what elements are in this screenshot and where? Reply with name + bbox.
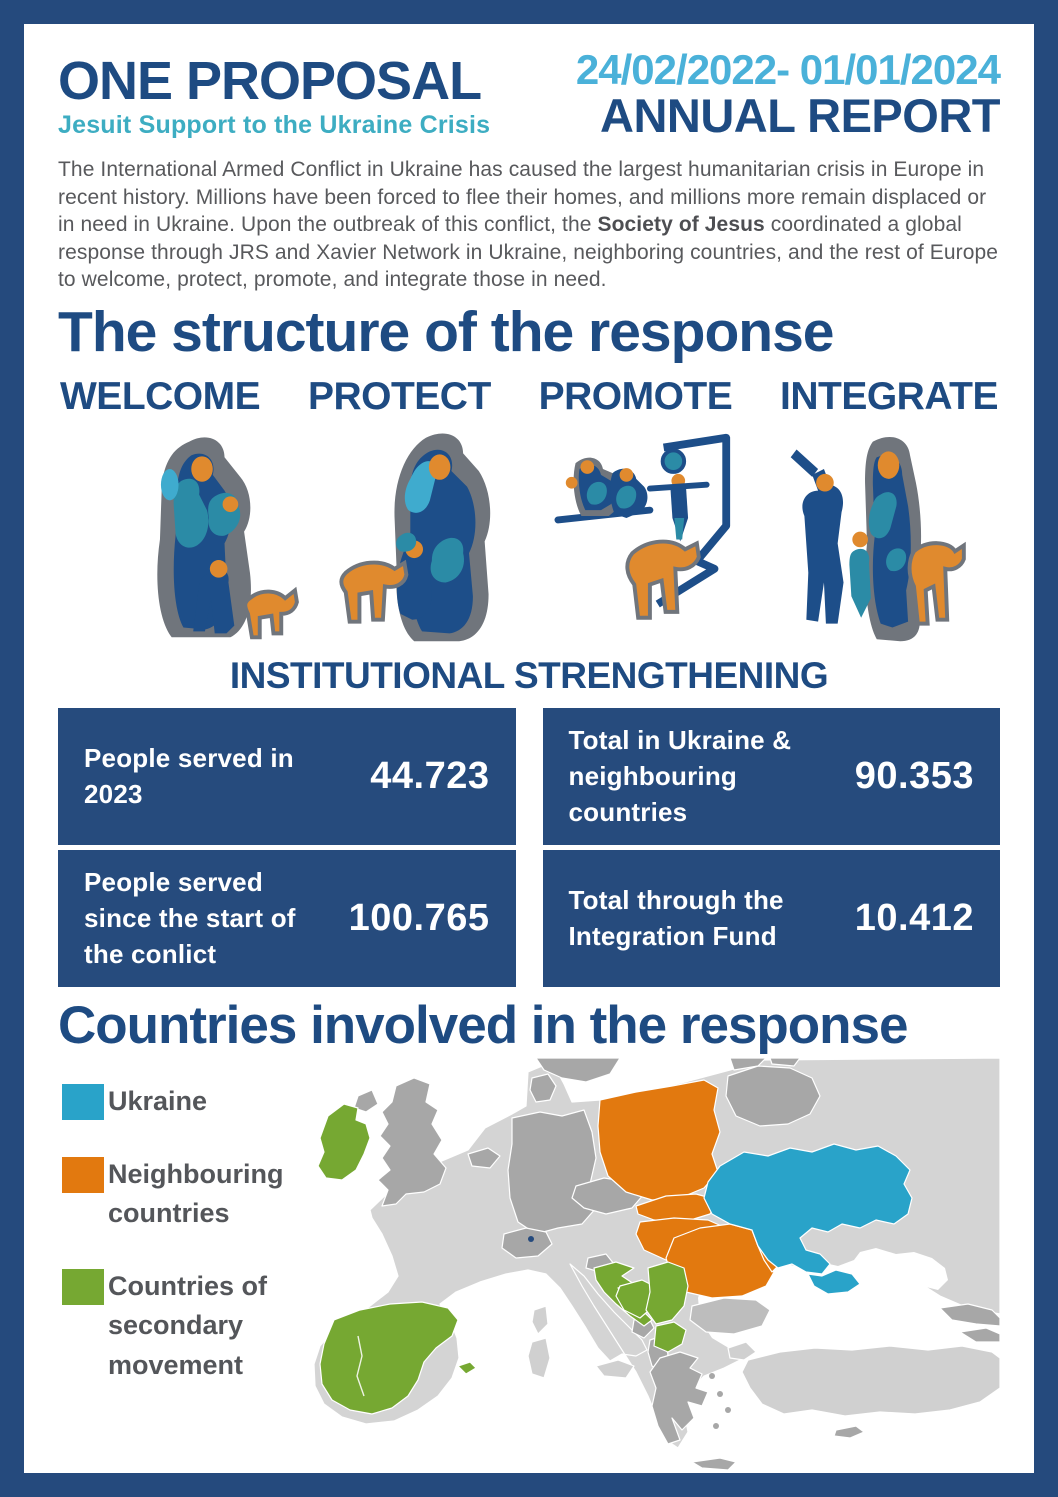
stat-label: Total in Ukraine & neighbouring countries	[568, 724, 792, 828]
integrate-illustration-icon	[762, 426, 972, 651]
stat-box-total-integration-fund	[543, 850, 1001, 987]
intro-text-after: coordinated a global response through JRS and Xavier Network in Ukraine, neighboring countries, and the rest of Europe to welcome, protect, promote, and integrate those in need.	[58, 213, 999, 291]
europe-map	[300, 1058, 1000, 1473]
stat-value: 44.723	[370, 754, 490, 797]
legend-item-neighbouring	[62, 1155, 300, 1233]
map-legend	[58, 1058, 300, 1473]
europe-map-svg	[300, 1058, 1000, 1473]
stat-value: 90.353	[854, 754, 974, 797]
header-left	[58, 51, 491, 140]
report-title: ONE PROPOSAL	[58, 51, 482, 111]
promote-illustration-icon	[541, 426, 751, 651]
intro-paragraph	[58, 156, 1000, 294]
institutional-strengthening-title: INSTITUTIONAL STRENGTHENING	[229, 654, 829, 696]
pillar-welcome: WELCOME	[60, 374, 261, 418]
protect-illustration-icon	[319, 426, 529, 651]
pillar-illustrations-row	[58, 423, 1000, 651]
pillar-integrate: INTEGRATE	[780, 374, 998, 418]
legend-item-ukraine	[62, 1082, 300, 1121]
map-section	[58, 1058, 1000, 1473]
countries-section-title: Countries involved in the response	[58, 995, 908, 1055]
header-right	[575, 46, 1000, 143]
intro-text-before: The International Armed Conflict in Ukraine has caused the largest humanitarian crisis in Europe in recent history. Millions have been forced to flee their homes, and millions more remain displaced or in need in Ukraine. Upon the outbreak of this conflict, the	[58, 158, 987, 236]
stats-grid	[58, 708, 1000, 987]
ukraine-swatch-icon	[62, 1084, 104, 1120]
legend-label: Ukraine	[108, 1085, 208, 1116]
legend-item-secondary	[62, 1267, 300, 1384]
stat-box-people-served-since-start	[58, 850, 516, 987]
report-page	[24, 24, 1034, 1473]
stat-box-people-served-2023	[58, 708, 516, 845]
stat-value: 10.412	[854, 896, 974, 939]
pillars-row	[58, 375, 1000, 419]
stat-label: People served in 2023	[84, 742, 294, 810]
legend-label: Neighbouring countries	[108, 1158, 284, 1229]
stat-box-total-ukraine-neighbouring	[543, 708, 1001, 845]
legend-label: Countries of secondary movement	[108, 1271, 267, 1380]
secondary-swatch-icon	[62, 1269, 104, 1305]
stat-label: Total through the Integration Fund	[568, 884, 784, 952]
stat-value: 100.765	[348, 896, 490, 939]
pillar-protect: PROTECT	[307, 374, 491, 418]
annual-report-label: ANNUAL REPORT	[600, 89, 1000, 143]
structure-section-title: The structure of the response	[58, 299, 834, 364]
pillar-promote: PROMOTE	[538, 374, 733, 418]
neighbouring-swatch-icon	[62, 1157, 104, 1193]
intro-bold-society-of-jesus: Society of Jesus	[597, 213, 765, 236]
report-header	[58, 46, 1000, 143]
welcome-illustration-icon	[98, 426, 308, 651]
stat-label: People served since the start of the conlict	[84, 866, 296, 970]
report-date-range: 24/02/2022- 01/01/2024	[575, 46, 1000, 93]
report-subtitle: Jesuit Support to the Ukraine Crisis	[58, 111, 491, 139]
